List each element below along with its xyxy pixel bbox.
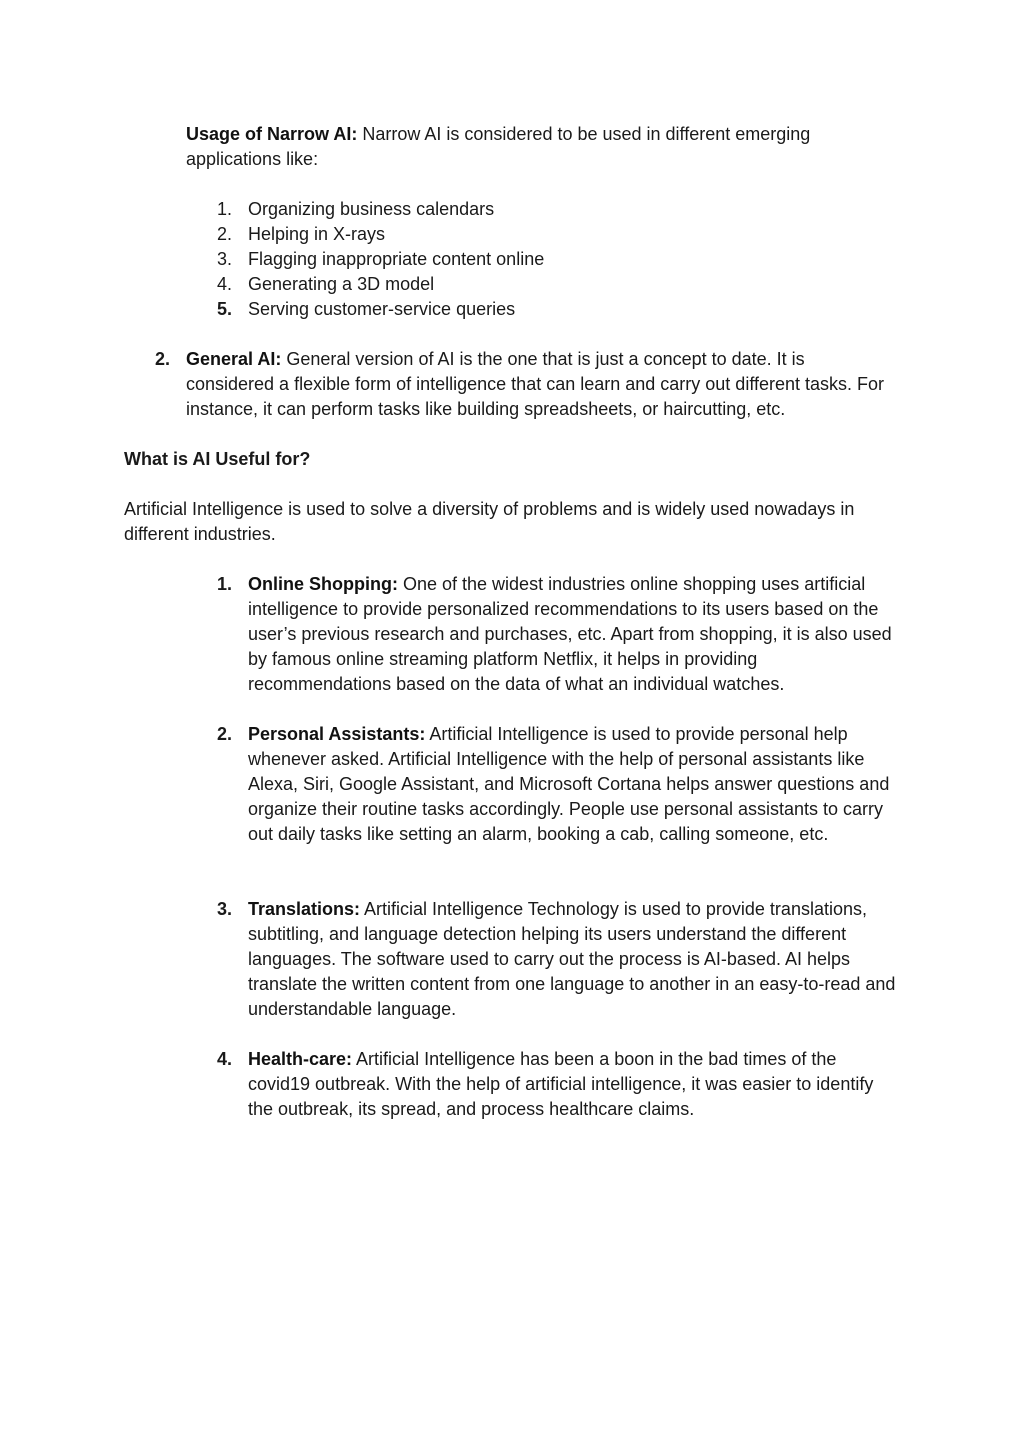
use-case-item-personal-assistants: [210, 722, 910, 877]
use-case-item-online-shopping: [210, 572, 910, 702]
list-item-paragraph: [248, 722, 900, 847]
narrow-ai-usage-text: Narrow AI is considered to be used in different emerging applications like:: [186, 124, 811, 169]
list-item-number: 1.: [216, 574, 232, 594]
list-item-title: Health-care:: [248, 1049, 353, 1069]
list-item: [210, 272, 910, 297]
list-item-text: Organizing business calendars: [248, 199, 495, 219]
list-item-text: Artificial Intelligence Technology is used to provide translations, subtitling, and language detection helping its users understand the different languages. The software used to carry out the process is AI-based. AI helps translate the written content from one language to another in an easy-to-read and understandable language.: [248, 899, 896, 1019]
list-item-number: 3.: [216, 899, 232, 919]
list-item-paragraph: [248, 572, 900, 697]
list-item-number: 3.: [216, 249, 232, 269]
list-item-paragraph: [248, 1047, 888, 1122]
list-item-number: 2.: [216, 224, 232, 244]
general-ai-paragraph: [186, 347, 891, 422]
list-item: [210, 247, 910, 272]
use-case-item-translations: [210, 897, 910, 1027]
use-case-item-health-care: [210, 1047, 910, 1127]
list-item: [210, 297, 910, 322]
list-item-text: Helping in X-rays: [248, 224, 386, 244]
list-item-text: Flagging inappropriate content online: [248, 249, 545, 269]
list-item-text: Artificial Intelligence is used to provide personal help whenever asked. Artificial Intelligence with the help of personal assistants like Alexa, Siri, Google Assistant, and Microsoft Cortana helps answer questions and organize their routine tasks accordingly. People use personal assistants to carry out daily tasks like setting an alarm, booking a cab, calling someone, etc.: [248, 724, 890, 844]
list-item-number: 5.: [216, 299, 232, 319]
intro-paragraph: Artificial Intelligence is used to solve a diversity of problems and is widely used nowadays in different industries.: [124, 499, 855, 544]
list-item-number: 4.: [216, 1049, 232, 1069]
list-item-title: Online Shopping:: [248, 574, 398, 594]
list-item-title: Translations:: [248, 899, 361, 919]
narrow-ai-usage-heading: Usage of Narrow AI:: [186, 124, 358, 144]
general-ai-heading: General AI:: [186, 349, 282, 369]
list-item-number: 1.: [216, 199, 232, 219]
list-item-text: One of the widest industries online shopping uses artificial intelligence to provide personalized recommendations to its users based on the user’s previous research and purchases, etc. Apart from shopping, it is also used by famous online streaming platform Netflix, it helps in providing recommendations based on the data of what an individual watches.: [248, 574, 892, 694]
general-ai-item: [148, 347, 908, 427]
list-item-text: Generating a 3D model: [248, 274, 435, 294]
list-item-title: Personal Assistants:: [248, 724, 426, 744]
general-ai-text: General version of AI is the one that is just a concept to date. It is considered a flexible form of intelligence that can learn and carry out different tasks. For instance, it can perform tasks like building spreadsheets, or haircutting, etc.: [186, 349, 885, 419]
general-ai-number: 2.: [154, 349, 170, 369]
list-item-text: Serving customer-service queries: [248, 299, 516, 319]
section-heading: What is AI Useful for?: [124, 449, 311, 469]
list-item: [210, 222, 910, 247]
list-item-paragraph: [248, 897, 903, 1022]
list-item-number: 2.: [216, 724, 232, 744]
list-item: [210, 197, 910, 222]
narrow-ai-usage-paragraph: [186, 122, 866, 172]
list-item-text: Artificial Intelligence has been a boon in the bad times of the covid19 outbreak. With the help of artificial intelligence, it was easier to identify the outbreak, its spread, and process healthcare claims.: [248, 1049, 874, 1119]
list-item-number: 4.: [216, 274, 232, 294]
